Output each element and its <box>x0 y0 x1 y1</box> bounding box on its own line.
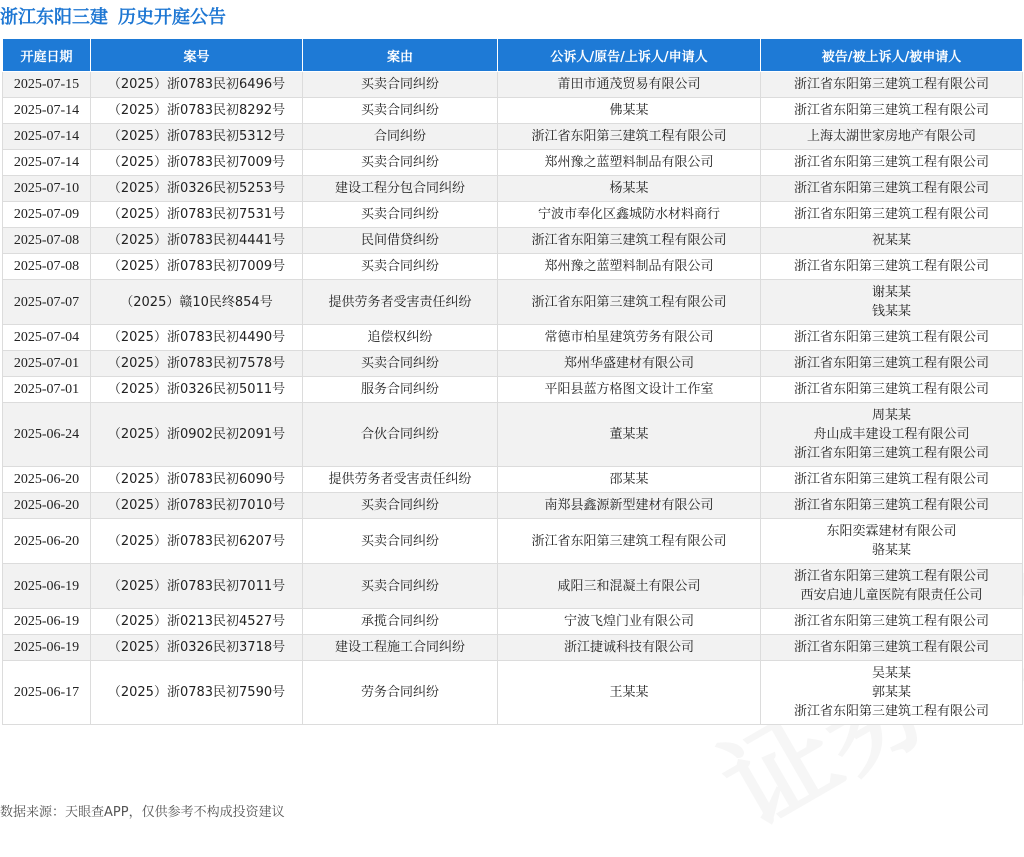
case-cause-cell: 提供劳务者受害责任纠纷 <box>303 280 498 325</box>
table-header-row <box>3 39 1023 72</box>
defendant-name: 浙江省东阳第三建筑工程有限公司 <box>793 207 989 222</box>
case-cause-cell: 建设工程施工合同纠纷 <box>303 635 498 661</box>
case-number-cell: （2025）浙0326民初5011号 <box>91 377 303 403</box>
hearing-date: 2025-06-17 <box>13 685 80 700</box>
case-cause-cell: 买卖合同纠纷 <box>303 150 498 176</box>
plaintiff-name: 宁波市奉化区鑫城防水材料商行 <box>537 207 720 222</box>
defendant-name: 舟山成丰建设工程有限公司 <box>813 427 970 442</box>
plaintiff-cell <box>498 72 761 98</box>
table-row <box>3 564 1023 609</box>
table-row <box>3 493 1023 519</box>
defendant-cell <box>761 228 1023 254</box>
plaintiff-cell <box>498 661 761 725</box>
case-number-cell: （2025）浙0783民初7009号 <box>91 254 303 280</box>
plaintiff-name: 常德市柏星建筑劳务有限公司 <box>544 330 714 345</box>
hearing-date: 2025-06-20 <box>13 472 80 487</box>
case-number-cell: （2025）浙0783民初7531号 <box>91 202 303 228</box>
plaintiff-cell <box>498 124 761 150</box>
plaintiff-name: 宁波飞煌门业有限公司 <box>563 614 694 629</box>
company-name: 浙江东阳三建 <box>0 7 108 28</box>
table-row <box>3 635 1023 661</box>
defendant-name: 浙江省东阳第三建筑工程有限公司 <box>793 640 989 655</box>
defendant-cell <box>761 280 1023 325</box>
case-number-cell: （2025）浙0783民初7578号 <box>91 351 303 377</box>
plaintiff-cell <box>498 202 761 228</box>
defendant-name: 浙江省东阳第三建筑工程有限公司 <box>793 498 989 513</box>
defendant-cell <box>761 254 1023 280</box>
hearing-date: 2025-07-04 <box>13 330 80 345</box>
case-cause-cell: 劳务合同纠纷 <box>303 661 498 725</box>
table-body <box>3 72 1023 725</box>
plaintiff-name: 邵某某 <box>609 472 649 487</box>
header <box>0 0 1024 32</box>
defendant-name: 浙江省东阳第三建筑工程有限公司 <box>793 181 989 196</box>
defendant-cell <box>761 609 1023 635</box>
hearing-date-cell <box>3 72 91 98</box>
hearing-date: 2025-07-01 <box>13 356 80 371</box>
defendant-name: 骆某某 <box>871 543 911 558</box>
data-source-note: 数据来源：天眼查APP，仅供参考不构成投资建议 <box>0 805 285 820</box>
defendant-name: 郭某某 <box>871 685 911 700</box>
case-cause-cell: 承揽合同纠纷 <box>303 609 498 635</box>
hearing-date-cell <box>3 351 91 377</box>
hearing-date-cell <box>3 609 91 635</box>
case-cause-cell: 买卖合同纠纷 <box>303 493 498 519</box>
table-row <box>3 325 1023 351</box>
plaintiff-name: 浙江省东阳第三建筑工程有限公司 <box>531 233 727 248</box>
plaintiff-name: 王某某 <box>609 685 649 700</box>
table-row <box>3 124 1023 150</box>
plaintiff-cell <box>498 377 761 403</box>
table-row <box>3 403 1023 467</box>
table-row <box>3 377 1023 403</box>
case-number-cell: （2025）浙0326民初3718号 <box>91 635 303 661</box>
defendant-cell <box>761 467 1023 493</box>
hearing-date-cell <box>3 325 91 351</box>
case-cause-cell: 买卖合同纠纷 <box>303 519 498 564</box>
column-header-cause: 案由 <box>303 39 498 72</box>
case-cause-cell: 买卖合同纠纷 <box>303 351 498 377</box>
defendant-cell <box>761 150 1023 176</box>
defendant-name: 浙江省东阳第三建筑工程有限公司 <box>793 155 989 170</box>
hearing-date: 2025-06-19 <box>13 614 80 629</box>
case-cause-cell: 买卖合同纠纷 <box>303 202 498 228</box>
plaintiff-cell <box>498 403 761 467</box>
case-number-cell: （2025）浙0902民初2091号 <box>91 403 303 467</box>
case-cause-cell: 合同纠纷 <box>303 124 498 150</box>
plaintiff-name: 莆田市通茂贸易有限公司 <box>557 77 701 92</box>
hearing-date: 2025-07-01 <box>13 382 80 397</box>
defendant-name: 谢某某 <box>871 285 911 300</box>
table-row <box>3 351 1023 377</box>
defendant-name: 浙江省东阳第三建筑工程有限公司 <box>793 446 989 461</box>
hearing-date: 2025-06-19 <box>13 640 80 655</box>
plaintiff-name: 佛某某 <box>609 103 649 118</box>
hearing-date-cell <box>3 124 91 150</box>
hearing-date-cell <box>3 377 91 403</box>
hearing-date: 2025-07-14 <box>13 103 80 118</box>
hearing-date-cell <box>3 202 91 228</box>
plaintiff-cell <box>498 493 761 519</box>
defendant-name: 浙江省东阳第三建筑工程有限公司 <box>793 472 989 487</box>
table-row <box>3 467 1023 493</box>
case-cause-cell: 合伙合同纠纷 <box>303 403 498 467</box>
hearing-date-cell <box>3 254 91 280</box>
defendant-cell <box>761 72 1023 98</box>
table-row <box>3 519 1023 564</box>
table-row <box>3 150 1023 176</box>
hearing-date: 2025-07-08 <box>13 233 80 248</box>
defendant-name: 吴某某 <box>871 666 911 681</box>
hearing-date: 2025-07-14 <box>13 155 80 170</box>
defendant-cell <box>761 176 1023 202</box>
table-row <box>3 202 1023 228</box>
defendant-name: 周某某 <box>871 408 911 423</box>
plaintiff-name: 郑州华盛建材有限公司 <box>563 356 694 371</box>
hearing-date-cell <box>3 280 91 325</box>
case-number-cell: （2025）浙0326民初5253号 <box>91 176 303 202</box>
case-number-cell: （2025）浙0783民初6207号 <box>91 519 303 564</box>
hearing-date-cell <box>3 467 91 493</box>
defendant-cell <box>761 493 1023 519</box>
hearing-date-cell <box>3 150 91 176</box>
case-number-cell: （2025）浙0783民初7590号 <box>91 661 303 725</box>
plaintiff-cell <box>498 609 761 635</box>
table-row <box>3 176 1023 202</box>
defendant-name: 浙江省东阳第三建筑工程有限公司 <box>793 77 989 92</box>
hearing-date: 2025-06-19 <box>13 578 80 594</box>
defendant-cell <box>761 519 1023 564</box>
defendant-name: 浙江省东阳第三建筑工程有限公司 <box>793 356 989 371</box>
case-number-cell: （2025）浙0783民初6090号 <box>91 467 303 493</box>
plaintiff-cell <box>498 325 761 351</box>
plaintiff-name: 浙江省东阳第三建筑工程有限公司 <box>531 294 727 310</box>
hearing-date: 2025-06-20 <box>13 498 80 513</box>
defendant-name: 西安启迪儿童医院有限责任公司 <box>800 588 983 603</box>
column-header-plaintiff: 公诉人/原告/上诉人/申请人 <box>498 39 761 72</box>
hearing-date: 2025-07-14 <box>13 129 80 144</box>
plaintiff-cell <box>498 254 761 280</box>
hearing-date: 2025-07-09 <box>13 207 80 222</box>
plaintiff-cell <box>498 519 761 564</box>
defendant-cell <box>761 377 1023 403</box>
plaintiff-name: 浙江捷诚科技有限公司 <box>563 640 694 655</box>
case-cause-cell: 提供劳务者受害责任纠纷 <box>303 467 498 493</box>
case-cause-cell: 追偿权纠纷 <box>303 325 498 351</box>
page-title: 历史开庭公告 <box>118 7 226 28</box>
plaintiff-name: 咸阳三和混凝土有限公司 <box>557 578 701 594</box>
defendant-cell <box>761 98 1023 124</box>
plaintiff-cell <box>498 150 761 176</box>
case-number-cell: （2025）浙0213民初4527号 <box>91 609 303 635</box>
case-cause-cell: 买卖合同纠纷 <box>303 72 498 98</box>
case-cause-cell: 建设工程分包合同纠纷 <box>303 176 498 202</box>
defendant-name: 浙江省东阳第三建筑工程有限公司 <box>793 704 989 719</box>
defendant-cell <box>761 202 1023 228</box>
table-row <box>3 228 1023 254</box>
defendant-name: 浙江省东阳第三建筑工程有限公司 <box>793 330 989 345</box>
defendant-cell <box>761 124 1023 150</box>
case-cause-cell: 买卖合同纠纷 <box>303 254 498 280</box>
plaintiff-name: 郑州豫之蓝塑料制品有限公司 <box>544 259 714 274</box>
case-number-cell: （2025）赣10民终854号 <box>91 280 303 325</box>
plaintiff-name: 南郑县鑫源新型建材有限公司 <box>544 498 714 513</box>
defendant-name: 上海太湖世家房地产有限公司 <box>806 129 976 144</box>
plaintiff-cell <box>498 228 761 254</box>
case-cause-cell: 买卖合同纠纷 <box>303 98 498 124</box>
plaintiff-name: 浙江省东阳第三建筑工程有限公司 <box>531 533 727 549</box>
table-row <box>3 254 1023 280</box>
plaintiff-cell <box>498 467 761 493</box>
case-number-cell: （2025）浙0783民初7010号 <box>91 493 303 519</box>
plaintiff-cell <box>498 564 761 609</box>
hearing-date-cell <box>3 635 91 661</box>
plaintiff-name: 郑州豫之蓝塑料制品有限公司 <box>544 155 714 170</box>
hearing-date-cell <box>3 564 91 609</box>
hearing-date-cell <box>3 403 91 467</box>
defendant-cell <box>761 351 1023 377</box>
defendant-name: 祝某某 <box>871 233 911 248</box>
table-row <box>3 98 1023 124</box>
case-number-cell: （2025）浙0783民初6496号 <box>91 72 303 98</box>
plaintiff-cell <box>498 635 761 661</box>
hearing-date-cell <box>3 519 91 564</box>
hearing-date-cell <box>3 98 91 124</box>
defendant-cell <box>761 564 1023 609</box>
case-number-cell: （2025）浙0783民初5312号 <box>91 124 303 150</box>
hearing-date-cell <box>3 176 91 202</box>
plaintiff-cell <box>498 351 761 377</box>
hearing-date: 2025-07-08 <box>13 259 80 274</box>
plaintiff-name: 董某某 <box>609 427 649 442</box>
case-number-cell: （2025）浙0783民初4441号 <box>91 228 303 254</box>
table-row <box>3 72 1023 98</box>
defendant-cell <box>761 635 1023 661</box>
table-row <box>3 661 1023 725</box>
case-number-cell: （2025）浙0783民初8292号 <box>91 98 303 124</box>
defendant-name: 钱某某 <box>871 304 911 319</box>
court-hearing-table <box>2 38 1023 725</box>
hearing-date: 2025-07-10 <box>13 181 80 196</box>
defendant-cell <box>761 325 1023 351</box>
case-number-cell: （2025）浙0783民初4490号 <box>91 325 303 351</box>
column-header-defendant: 被告/被上诉人/被申请人 <box>761 39 1023 72</box>
case-number-cell: （2025）浙0783民初7009号 <box>91 150 303 176</box>
defendant-name: 东阳奕霖建材有限公司 <box>826 524 957 539</box>
defendant-cell <box>761 403 1023 467</box>
column-header-case-number: 案号 <box>91 39 303 72</box>
defendant-name: 浙江省东阳第三建筑工程有限公司 <box>793 103 989 118</box>
defendant-name: 浙江省东阳第三建筑工程有限公司 <box>793 382 989 397</box>
case-number-cell: （2025）浙0783民初7011号 <box>91 564 303 609</box>
plaintiff-name: 杨某某 <box>609 181 649 196</box>
case-cause-cell: 民间借贷纠纷 <box>303 228 498 254</box>
plaintiff-cell <box>498 98 761 124</box>
defendant-name: 浙江省东阳第三建筑工程有限公司 <box>793 614 989 629</box>
hearing-date-cell <box>3 493 91 519</box>
defendant-name: 浙江省东阳第三建筑工程有限公司 <box>793 569 989 584</box>
table-row <box>3 280 1023 325</box>
hearing-date-cell <box>3 228 91 254</box>
case-cause-cell: 服务合同纠纷 <box>303 377 498 403</box>
hearing-date: 2025-06-20 <box>13 533 80 549</box>
column-header-date: 开庭日期 <box>3 39 91 72</box>
table-row <box>3 609 1023 635</box>
hearing-date: 2025-06-24 <box>13 427 80 442</box>
hearing-date: 2025-07-15 <box>13 77 80 92</box>
plaintiff-cell <box>498 176 761 202</box>
plaintiff-cell <box>498 280 761 325</box>
defendant-cell <box>761 661 1023 725</box>
plaintiff-name: 平阳县蓝方格图文设计工作室 <box>544 382 714 397</box>
hearing-date-cell <box>3 661 91 725</box>
plaintiff-name: 浙江省东阳第三建筑工程有限公司 <box>531 129 727 144</box>
case-cause-cell: 买卖合同纠纷 <box>303 564 498 609</box>
hearing-date: 2025-07-07 <box>13 294 80 310</box>
defendant-name: 浙江省东阳第三建筑工程有限公司 <box>793 259 989 274</box>
